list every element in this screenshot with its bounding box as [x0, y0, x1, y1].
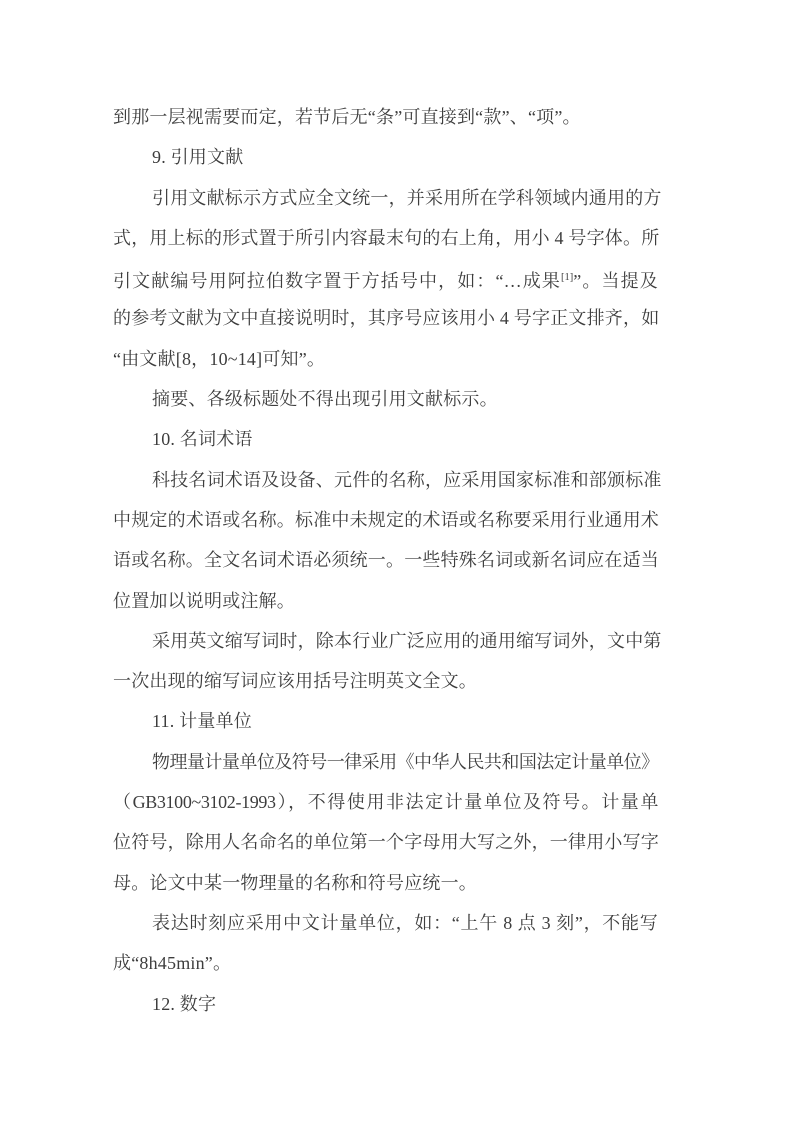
- text-line: 科技名词术语及设备、元件的名称，应采用国家标准和部颁标准: [152, 469, 662, 490]
- section-heading-terminology: 10. 名词术语: [152, 429, 253, 450]
- text-line: 引用文献标示方式应全文统一，并采用所在学科领域内通用的方: [152, 187, 662, 208]
- text-line: 成“8h45min”。: [113, 953, 232, 974]
- text-line: 一次出现的缩写词应该用括号注明英文全文。: [113, 671, 477, 692]
- text-content: [113, 97, 662, 1024]
- section-heading-numbers: 12. 数字: [152, 993, 217, 1014]
- text-line: 摘要、各级标题处不得出现引用文献标示。: [152, 389, 498, 410]
- text-line: 母。论文中某一物理量的名称和符号应统一。: [113, 872, 477, 893]
- citation-superscript: [1]: [561, 272, 574, 284]
- text-line: [113, 258, 658, 298]
- citation-text-before: 引文献编号用阿拉伯数字置于方括号中，如：“…成果: [113, 271, 562, 292]
- text-line: 物理量计量单位及符号一律采用《中华人民共和国法定计量单位》: [152, 751, 658, 772]
- text-line: 采用英文缩写词时，除本行业广泛应用的通用缩写词外，文中第: [152, 630, 662, 651]
- text-line: 的参考文献为文中直接说明时，其序号应该用小 4 号字正文排齐，如: [113, 308, 660, 329]
- text-line: （GB3100~3102-1993），不得使用非法定计量单位及符号。计量单: [113, 792, 658, 813]
- text-line: 表达时刻应采用中文计量单位，如：“上午 8 点 3 刻”，不能写: [152, 912, 658, 933]
- text-line: “由文献[8，10~14]可知”。: [113, 348, 326, 369]
- text-line: 位符号，除用人名命名的单位第一个字母用大写之外，一律用小写字: [113, 832, 659, 853]
- text-line: 中规定的术语或名称。标准中未规定的术语或名称要采用行业通用术: [113, 509, 659, 530]
- text-line: 语或名称。全文名词术语必须统一。一些特殊名词或新名词应在适当: [113, 550, 659, 571]
- text-line: 位置加以说明或注解。: [113, 590, 295, 611]
- text-line: 到那一层视需要而定，若节后无“条”可直接到“款”、“项”。: [113, 107, 581, 127]
- citation-text-after: ”。当提及: [573, 271, 658, 292]
- section-heading-units: 11. 计量单位: [152, 711, 252, 732]
- text-line: 式，用上标的形式置于所引内容最末句的右上角，用小 4 号字体。所: [113, 227, 660, 248]
- section-heading-citations: 9. 引用文献: [152, 147, 244, 168]
